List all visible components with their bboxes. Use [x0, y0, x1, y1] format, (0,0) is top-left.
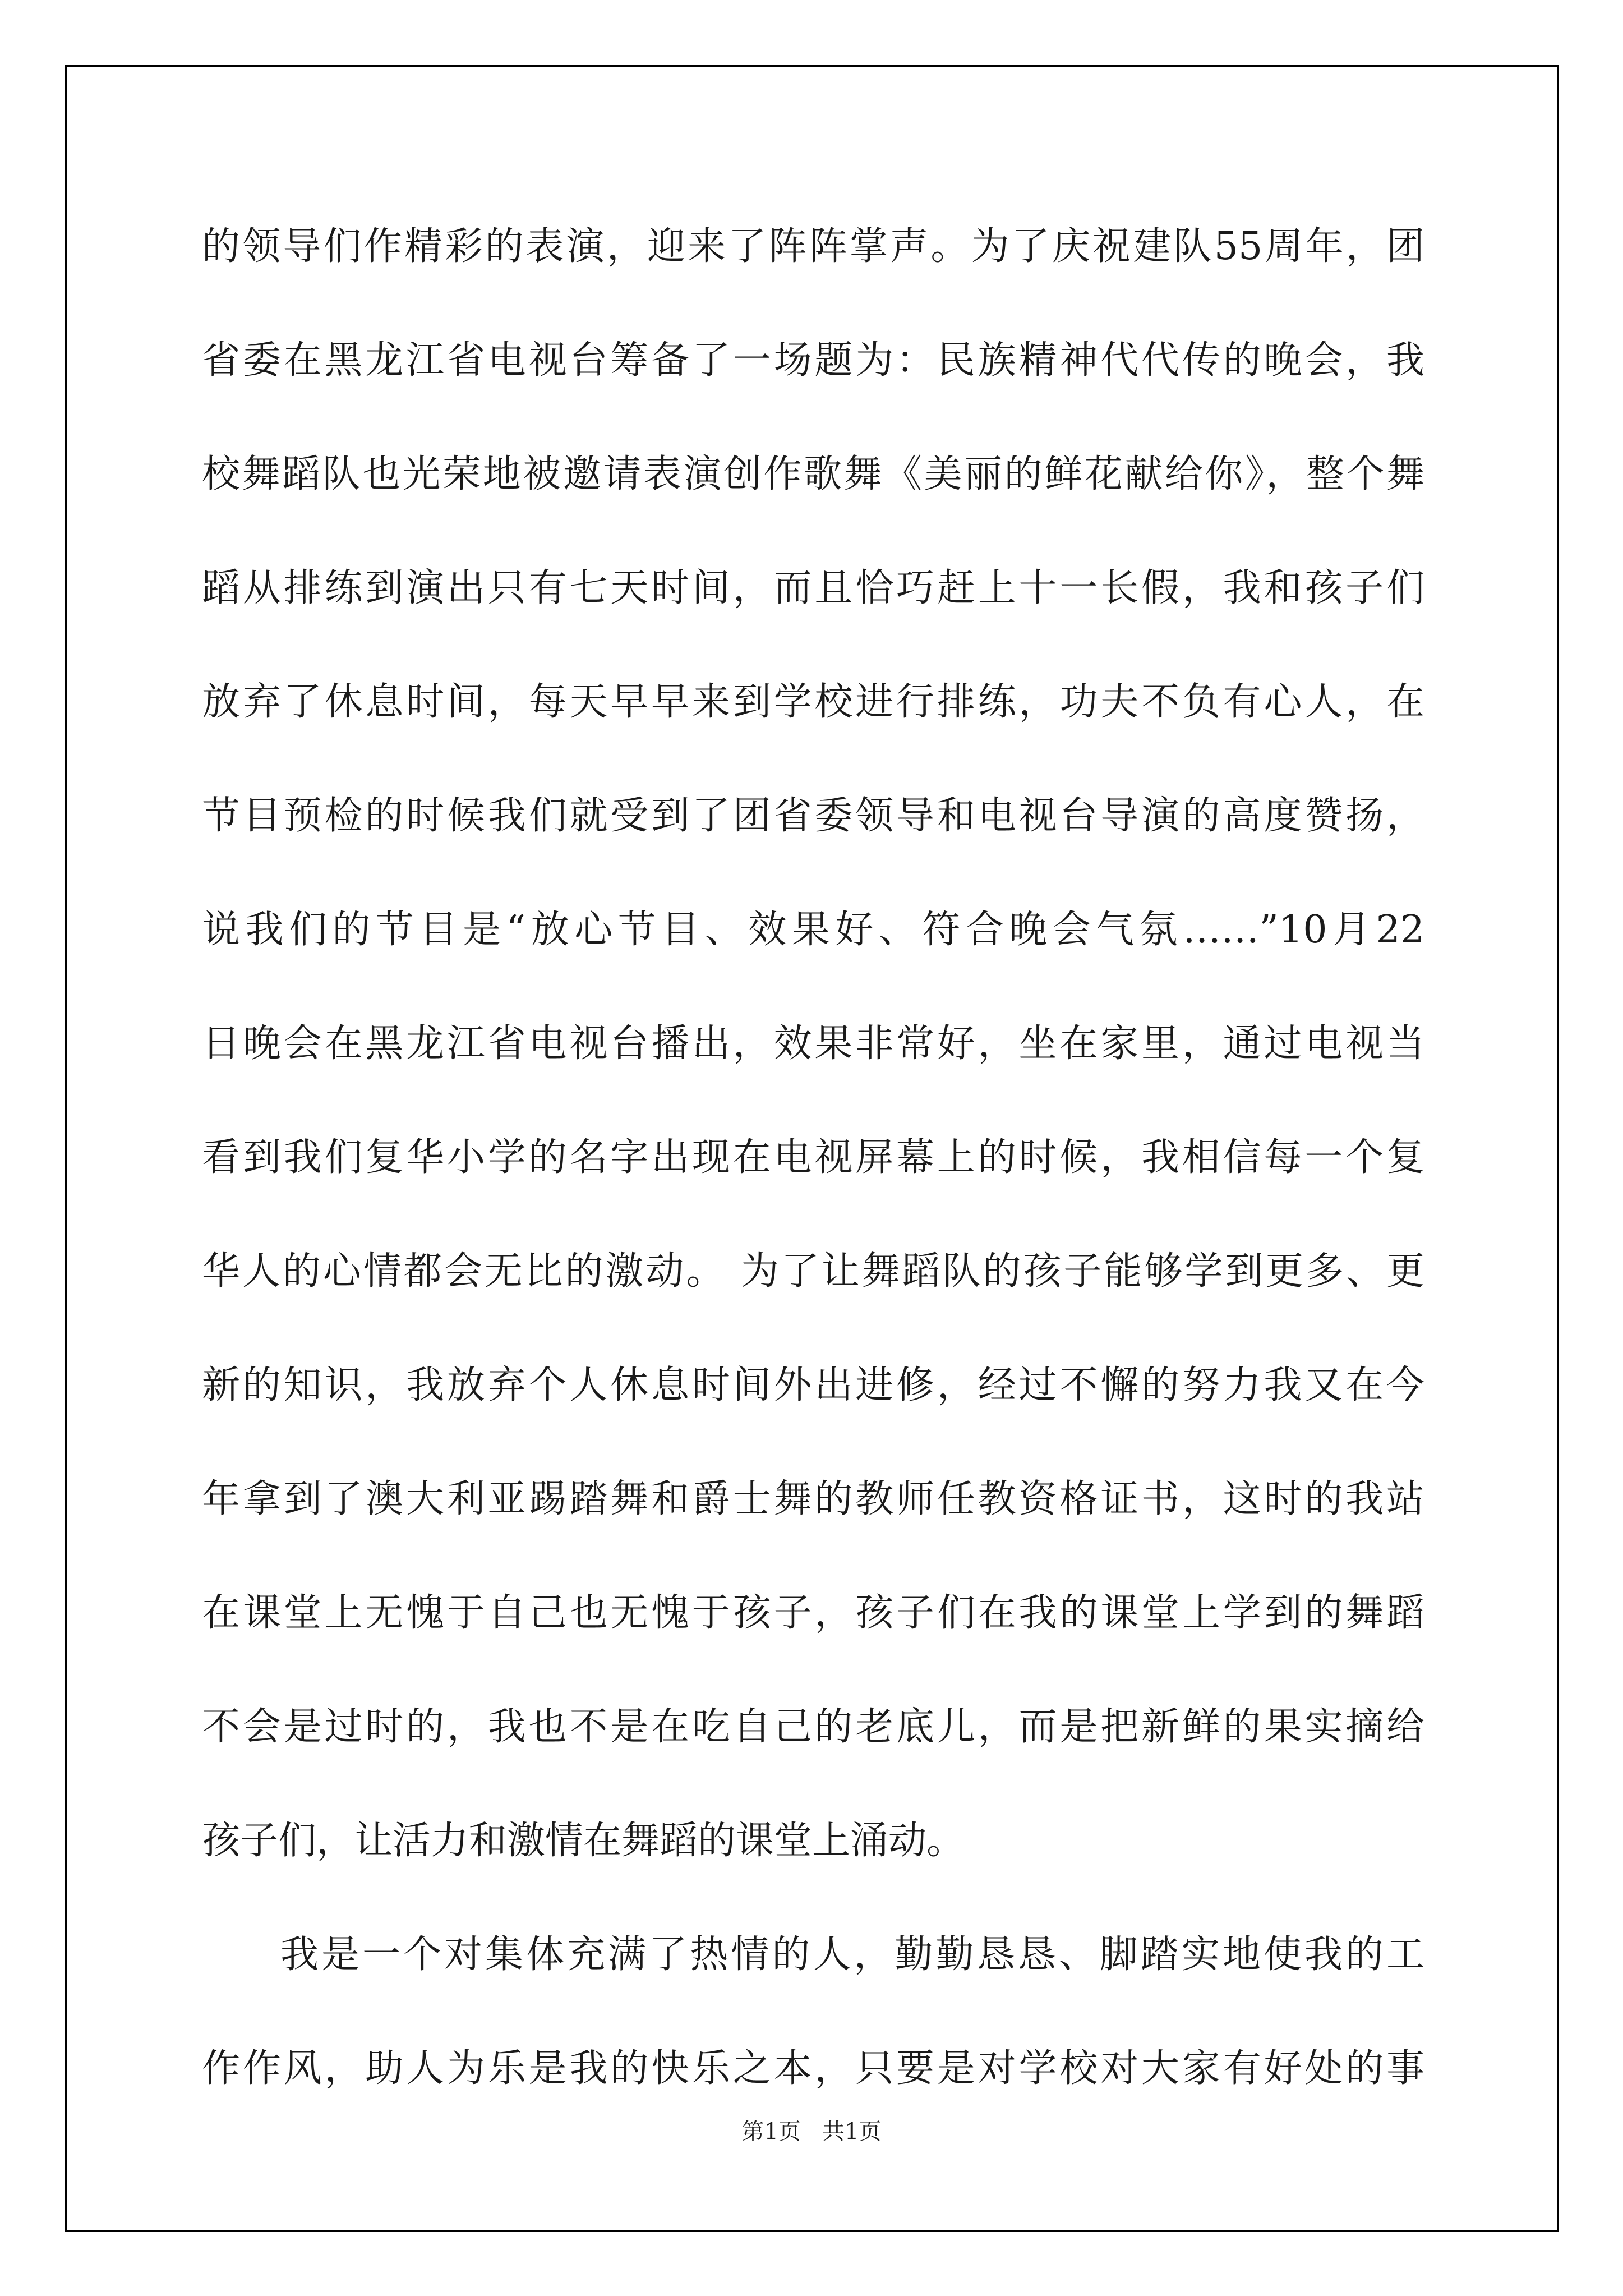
- text-line: 日晚会在黑龙江省电视台播出，效果非常好，坐在家里，通过电视当: [202, 1022, 1424, 1066]
- text-line: 的领导们作精彩的表演，迎来了阵阵掌声。为了庆祝建队55周年，团: [202, 224, 1424, 269]
- text-line: 华人的心情都会无比的激动。 为了让舞蹈队的孩子能够学到更多、更: [202, 1249, 1424, 1294]
- text-line: 孩子们，让活力和激情在舞蹈的课堂上涌动。: [202, 1819, 965, 1863]
- text-line: 看到我们复华小学的名字出现在电视屏幕上的时候，我相信每一个复: [202, 1135, 1424, 1180]
- text-line: 我是一个对集体充满了热情的人，勤勤恳恳、脚踏实地使我的工: [280, 1932, 1424, 1977]
- text-line: 新的知识，我放弃个人休息时间外出进修，经过不懈的努力我又在今: [202, 1363, 1424, 1407]
- text-line: 说我们的节目是“放心节目、效果好、符合晚会气氛……”10月22: [202, 908, 1424, 952]
- text-line: 蹈从排练到演出只有七天时间，而且恰巧赶上十一长假，我和孩子们: [202, 566, 1424, 610]
- text-line: 节目预检的时候我们就受到了团省委领导和电视台导演的高度赞扬，: [202, 794, 1424, 838]
- text-line: 作作风，助人为乐是我的快乐之本，只要是对学校对大家有好处的事: [202, 2046, 1424, 2091]
- text-line: 校舞蹈队也光荣地被邀请表演创作歌舞《美丽的鲜花献给你》，整个舞: [202, 452, 1424, 496]
- text-line: 省委在黑龙江省电视台筹备了一场题为：民族精神代代传的晚会，我: [202, 338, 1424, 383]
- text-line: 在课堂上无愧于自己也无愧于孩子，孩子们在我的课堂上学到的舞蹈: [202, 1591, 1424, 1635]
- text-line: 放弃了休息时间，每天早早来到学校进行排练，功夫不负有心人，在: [202, 680, 1424, 724]
- text-line: 年拿到了澳大利亚踢踏舞和爵士舞的教师任教资格证书，这时的我站: [202, 1477, 1424, 1521]
- text-line: 不会是过时的，我也不是在吃自己的老底儿，而是把新鲜的果实摘给: [202, 1705, 1424, 1749]
- page-footer: 第1页 共1页: [741, 2119, 882, 2145]
